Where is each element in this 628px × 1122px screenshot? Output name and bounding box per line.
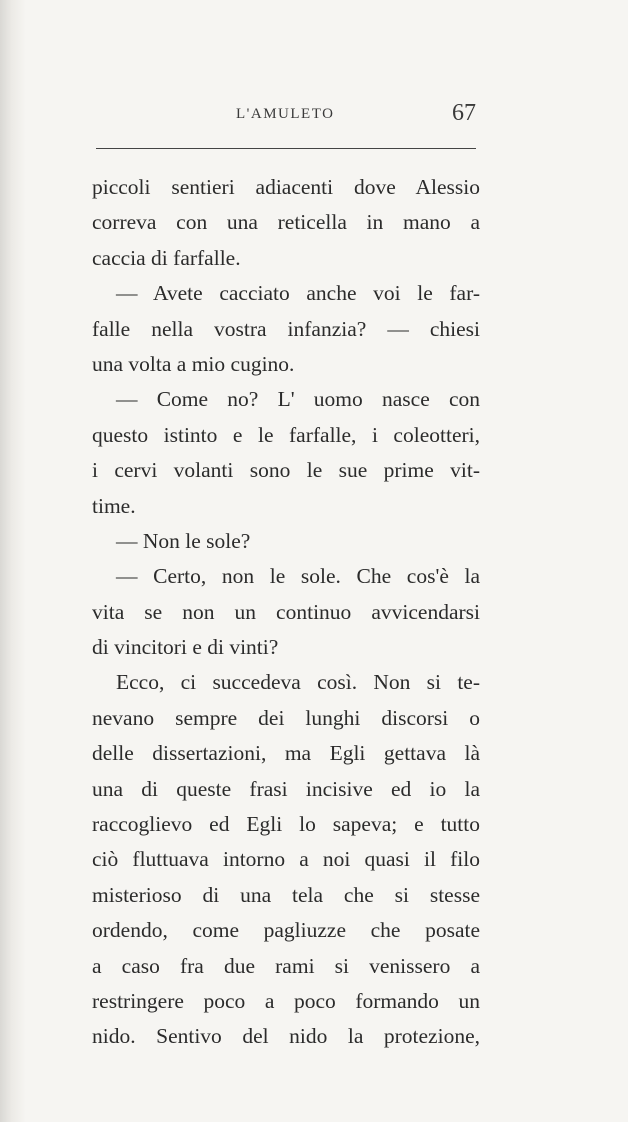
text-line: delle dissertazioni, ma Egli gettava là bbox=[92, 741, 480, 766]
page-header bbox=[96, 100, 476, 136]
text-line: ordendo, come pagliuzze che posate bbox=[92, 918, 480, 943]
text-line: nido. Sentivo del nido la protezione, bbox=[92, 1024, 480, 1049]
page-number: 67 bbox=[452, 100, 476, 126]
text-line: — Certo, non le sole. Che cos'è la bbox=[116, 564, 480, 589]
text-line: vita se non un continuo avvicendarsi bbox=[92, 599, 480, 624]
text-line: a caso fra due rami si venissero a bbox=[92, 953, 480, 978]
text-line: i cervi volanti sono le sue prime vit- bbox=[92, 458, 480, 483]
text-line: raccoglievo ed Egli lo sapeva; e tutto bbox=[92, 812, 480, 837]
page-edge-shadow bbox=[0, 0, 26, 1122]
body-text bbox=[92, 170, 480, 1055]
text-line: time. bbox=[92, 493, 136, 518]
text-line: di vincitori e di vinti? bbox=[92, 635, 279, 660]
text-line: — Come no? L' uomo nasce con bbox=[116, 387, 480, 412]
text-line: ciò fluttuava intorno a noi quasi il filo bbox=[92, 847, 480, 872]
text-line: piccoli sentieri adiacenti dove Alessio bbox=[92, 175, 480, 199]
text-line: misterioso di una tela che si stesse bbox=[92, 882, 480, 907]
header-rule bbox=[96, 148, 476, 149]
text-line: — Avete cacciato anche voi le far- bbox=[116, 281, 480, 306]
text-line: nevano sempre dei lunghi discorsi o bbox=[92, 705, 480, 730]
text-line: correva con una reticella in mano a bbox=[92, 210, 480, 235]
text-line: restringere poco a poco formando un bbox=[92, 988, 480, 1013]
text-line: caccia di farfalle. bbox=[92, 245, 241, 270]
text-line: Ecco, ci succedeva così. Non si te- bbox=[116, 670, 480, 695]
text-line: questo istinto e le farfalle, i coleotteri, bbox=[92, 422, 480, 447]
text-line: falle nella vostra infanzia? — chiesi bbox=[92, 316, 480, 341]
running-title: L'AMULETO bbox=[236, 106, 335, 122]
text-line: — Non le sole? bbox=[116, 528, 251, 553]
text-line: una di queste frasi incisive ed io la bbox=[92, 776, 480, 801]
text-line: una volta a mio cugino. bbox=[92, 351, 295, 376]
